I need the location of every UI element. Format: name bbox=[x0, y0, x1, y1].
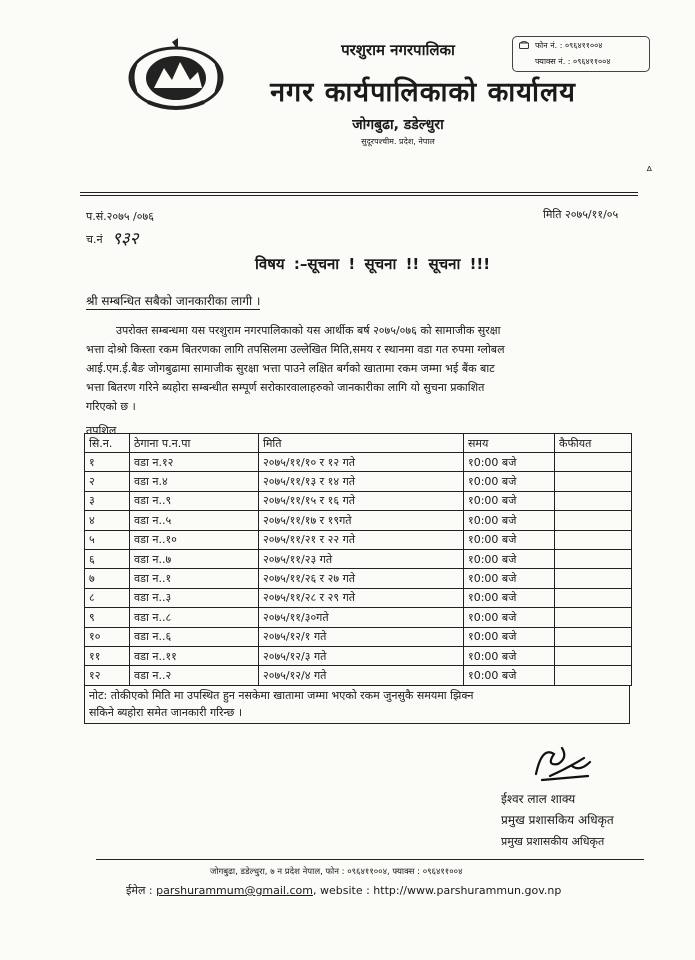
cell-ward: वडा न..२ bbox=[130, 666, 259, 685]
cell-remarks bbox=[555, 472, 632, 491]
cell-remarks bbox=[555, 511, 632, 530]
header-time: समय bbox=[464, 434, 555, 453]
phone-icon bbox=[519, 41, 529, 49]
header-date: मिति bbox=[259, 434, 464, 453]
signature-icon bbox=[528, 736, 598, 786]
cell-serial: ७ bbox=[85, 569, 130, 588]
cell-time: १0:00 बजे bbox=[464, 588, 555, 607]
cell-time: १0:00 बजे bbox=[464, 627, 555, 646]
table-row bbox=[85, 549, 632, 568]
signatory-stamp: प्रमुख प्रशासकीय अधिकृत bbox=[501, 835, 605, 848]
cell-date: २०७५/१२/१ गते bbox=[259, 627, 464, 646]
letter-date: मिति २०७५/११/०५ bbox=[543, 208, 619, 221]
cell-time: १0:00 बजे bbox=[464, 666, 555, 685]
cell-serial: ३ bbox=[85, 491, 130, 510]
website-link[interactable]: http://www.parshurammun.gov.np bbox=[373, 884, 562, 897]
footer-address: जोगबुढा, डडेल्धुरा, ७ न प्रदेश नेपाल, फोन : ०९६४११००४, फ्याक्स : ०९६४११००४ bbox=[210, 867, 463, 877]
cell-date: २०७५/१२/४ गते bbox=[259, 666, 464, 685]
cell-ward: वडा न..८ bbox=[130, 608, 259, 627]
cell-serial: ४ bbox=[85, 511, 130, 530]
cell-time: १0:00 बजे bbox=[464, 511, 555, 530]
cell-remarks bbox=[555, 588, 632, 607]
cell-remarks bbox=[555, 530, 632, 549]
website-label: , website : bbox=[312, 884, 374, 897]
cell-time: १0:00 बजे bbox=[464, 608, 555, 627]
header-ward: ठेगाना प.न.पा bbox=[130, 434, 259, 453]
footer-divider bbox=[96, 859, 644, 860]
cell-ward: वडा न.१२ bbox=[130, 453, 259, 472]
table-row bbox=[85, 453, 632, 472]
cell-remarks bbox=[555, 646, 632, 665]
greeting: श्री सम्बन्धित सबैको जानकारीका लागी । bbox=[86, 294, 261, 308]
cell-date: २०७५/११/२८ र २९ गते bbox=[259, 588, 464, 607]
phone-number: फोन नं. : ०९६४११००४ bbox=[535, 41, 603, 50]
cell-date: २०७५/११/२३ गते bbox=[259, 549, 464, 568]
cell-time: १0:00 बजे bbox=[464, 549, 555, 568]
cell-serial: ११ bbox=[85, 646, 130, 665]
schedule-table bbox=[84, 433, 632, 686]
dispatch-label: च.नं bbox=[86, 233, 103, 246]
cell-remarks bbox=[555, 453, 632, 472]
cell-date: २०७५/११/३०गते bbox=[259, 608, 464, 627]
table-row bbox=[85, 627, 632, 646]
cell-remarks bbox=[555, 627, 632, 646]
cell-ward: वडा न..७ bbox=[130, 549, 259, 568]
table-row bbox=[85, 608, 632, 627]
note-line: सकिने ब्यहोरा समेत जानकारी गरिन्छ । bbox=[89, 706, 243, 719]
office-title: नगर कार्यपालिकाको कार्यालय bbox=[270, 77, 576, 108]
table-row bbox=[85, 666, 632, 685]
contact-box bbox=[512, 36, 650, 72]
cell-remarks bbox=[555, 549, 632, 568]
cell-time: १0:00 बजे bbox=[464, 646, 555, 665]
fax-number: फ्याक्स नं. : ०९६४११००४ bbox=[535, 57, 611, 66]
province-line: सुदूरपश्चीम. प्रदेश, नेपाल bbox=[361, 137, 435, 146]
cell-ward: वडा न.४ bbox=[130, 472, 259, 491]
office-location: जोगबुढा, डडेल्धुरा bbox=[352, 117, 444, 133]
cell-ward: वडा न..५ bbox=[130, 511, 259, 530]
footer-contact bbox=[126, 883, 561, 898]
header-divider-thin bbox=[80, 195, 638, 196]
cell-time: १0:00 बजे bbox=[464, 569, 555, 588]
cell-remarks bbox=[555, 491, 632, 510]
table-row bbox=[85, 588, 632, 607]
cell-remarks bbox=[555, 608, 632, 627]
table-row bbox=[85, 569, 632, 588]
table-row bbox=[85, 472, 632, 491]
table-row bbox=[85, 491, 632, 510]
cell-remarks bbox=[555, 569, 632, 588]
reference-number: प.सं.२०७५ /०७६ bbox=[86, 210, 154, 223]
cell-ward: वडा न..१० bbox=[130, 530, 259, 549]
body-line: भत्ता बितरण गरिने ब्यहोरा सम्बन्धीत सम्पूर्ण सरोकारवालाहरुको जानकारीका लागि यो सुचना प्रकाशित bbox=[86, 381, 485, 394]
note-line: नोट: तोकीएको मिति मा उपस्थित हुन नसकेमा खातामा जम्मा भएको रकम जुनसुकै समयमा झिक्न bbox=[89, 689, 474, 702]
signatory-name: ईश्वर लाल शाक्य bbox=[501, 792, 576, 806]
cell-ward: वडा न..९ bbox=[130, 491, 259, 510]
cell-serial: १२ bbox=[85, 666, 130, 685]
cell-ward: वडा न..३ bbox=[130, 588, 259, 607]
cell-date: २०७५/११/१५ र १६ गते bbox=[259, 491, 464, 510]
cell-time: १0:00 बजे bbox=[464, 472, 555, 491]
notice-body bbox=[86, 321, 646, 416]
cell-date: २०७५/११/१० र १२ गते bbox=[259, 453, 464, 472]
note-box bbox=[84, 686, 630, 724]
table-row bbox=[85, 530, 632, 549]
cell-date: २०७५/१२/३ गते bbox=[259, 646, 464, 665]
cell-serial: ५ bbox=[85, 530, 130, 549]
email-label: ईमेल : bbox=[126, 884, 157, 897]
header-serial: सि.न. bbox=[85, 434, 130, 453]
body-line: गरिएको छ । bbox=[86, 400, 136, 413]
notice-subject: विषय :–सूचना ! सूचना !! सूचना !!! bbox=[255, 255, 491, 273]
cell-date: २०७५/११/२१ र २२ गते bbox=[259, 530, 464, 549]
header-divider bbox=[80, 192, 638, 193]
dispatch-number: ९३२ bbox=[112, 229, 139, 249]
municipality-name: परशुराम नगरपालिका bbox=[341, 41, 455, 59]
cell-time: १0:00 बजे bbox=[464, 530, 555, 549]
cell-ward: वडा न..१ bbox=[130, 569, 259, 588]
schedule-label: तपशिल bbox=[86, 424, 117, 437]
cell-date: २०७५/११/२६ र २७ गते bbox=[259, 569, 464, 588]
cell-ward: वडा न..६ bbox=[130, 627, 259, 646]
cell-date: २०७५/११/१७ र १९गते bbox=[259, 511, 464, 530]
cell-date: २०७५/११/१३ र १४ गते bbox=[259, 472, 464, 491]
body-line: भत्ता दोश्रो किस्ता रकम बितरणका लागि तपसिलमा उल्लेखित मिति,समय र स्थानमा वडा गत रुपमा ग्लोबल bbox=[86, 343, 505, 356]
body-line: उपरोक्त सम्बन्धमा यस परशुराम नगरपालिकाको यस आर्थीक बर्ष २०७५/०७६ को सामाजीक सुरक्षा bbox=[116, 324, 501, 337]
cell-serial: १० bbox=[85, 627, 130, 646]
government-emblem-icon bbox=[126, 36, 226, 112]
cell-serial: ९ bbox=[85, 608, 130, 627]
signatory-title: प्रमुख प्रशासकिय अधिकृत bbox=[501, 813, 614, 827]
table-row bbox=[85, 511, 632, 530]
cell-time: १0:00 बजे bbox=[464, 453, 555, 472]
table-header-row bbox=[85, 434, 632, 453]
cell-serial: २ bbox=[85, 472, 130, 491]
corner-mark: ᐞ bbox=[646, 164, 653, 178]
header-remarks: कैफीयत bbox=[555, 434, 632, 453]
cell-serial: ६ bbox=[85, 549, 130, 568]
body-line: आई.एम.ई.बैङ जोगबुढामा सामाजीक सुरक्षा भत्ता पाउने लक्षित बर्गको खातामा रकम जम्मा भई बैंक बाट bbox=[86, 362, 495, 375]
cell-ward: वडा न..११ bbox=[130, 646, 259, 665]
cell-serial: ८ bbox=[85, 588, 130, 607]
cell-time: १0:00 बजे bbox=[464, 491, 555, 510]
table-row bbox=[85, 646, 632, 665]
email-link[interactable]: parshurammum@gmail.com bbox=[156, 884, 313, 897]
cell-serial: १ bbox=[85, 453, 130, 472]
cell-remarks bbox=[555, 666, 632, 685]
